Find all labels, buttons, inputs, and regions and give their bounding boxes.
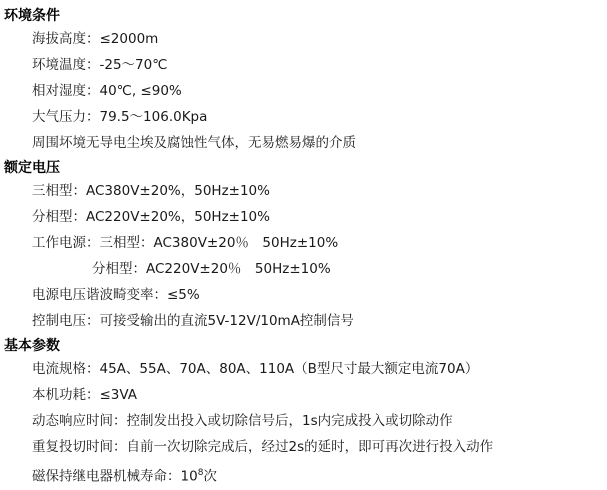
spec-line-altitude: 海拔高度：≤2000m: [32, 31, 159, 47]
spec-line-harmonic-distortion: 电源电压谐波畸变率：≤5%: [32, 287, 200, 303]
section-title-rated-voltage: 额定电压: [4, 160, 60, 176]
section-title-basic-parameters: 基本参数: [4, 338, 60, 354]
spec-line-current-rating: 电流规格：45A、55A、70A、80A、110A（B型尺寸最大额定电流70A）: [32, 361, 479, 377]
spec-line-working-power-split-phase: 分相型：AC220V±20％ 50Hz±10%: [92, 261, 331, 277]
spec-line-repeat-switching-time: 重复投切时间：自前一次切除完成后，经过2s的延时，即可再次进行投入动作: [32, 439, 494, 455]
relay-life-text: 磁保持继电器机械寿命：10: [32, 468, 198, 485]
spec-line-power-consumption: 本机功耗：≤3VA: [32, 387, 138, 403]
spec-line-relay-mechanical-life: [0, 460, 607, 490]
spec-line-control-voltage: 控制电压：可接受输出的直流5V-12V/10mA控制信号: [32, 313, 354, 329]
relay-life-suffix: 次: [203, 468, 217, 485]
spec-line-working-power-three-phase: 工作电源：三相型：AC380V±20％ 50Hz±10%: [32, 235, 339, 251]
section-basic-parameters: [0, 336, 607, 490]
spec-line-dynamic-response-time: 动态响应时间：控制发出投入或切除信号后，1s内完成投入或切除动作: [32, 413, 453, 429]
spec-line-three-phase-type: 三相型：AC380V±20%，50Hz±10%: [32, 183, 270, 199]
relay-life-exponent: 8: [197, 468, 204, 478]
spec-line-split-phase-type: 分相型：AC220V±20%，50Hz±10%: [32, 209, 270, 225]
spec-line-surrounding-environment: 周围坏境无导电尘埃及腐蚀性气体，无易燃易爆的介质: [32, 135, 356, 151]
section-environment-conditions: [0, 6, 607, 156]
spec-line-ambient-temperature: 环境温度：-25～70℃: [32, 57, 168, 73]
section-rated-voltage: [0, 158, 607, 334]
spec-line-atmospheric-pressure: 大气压力：79.5～106.0Kpa: [32, 109, 208, 125]
spec-line-relative-humidity: 相对湿度：40℃, ≤90%: [32, 83, 182, 99]
section-title-environment: 环境条件: [4, 8, 60, 24]
